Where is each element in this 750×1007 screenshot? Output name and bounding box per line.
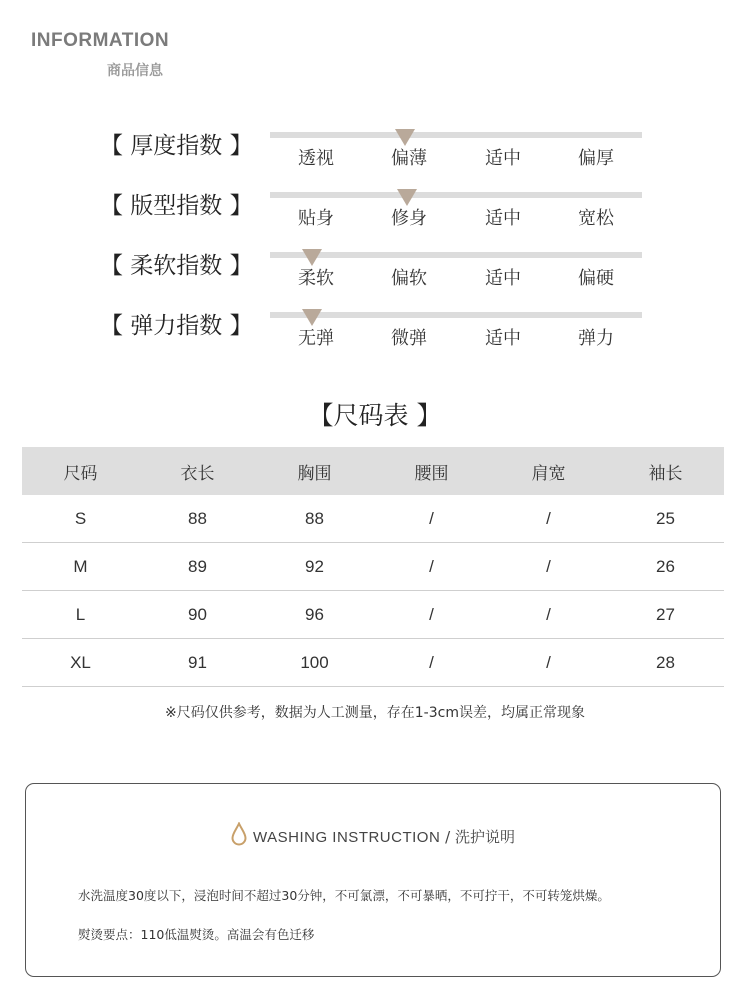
index-option: 适中	[485, 208, 521, 229]
table-cell: /	[490, 495, 607, 543]
size-table-header-cell: 腰围	[373, 447, 490, 495]
table-row	[22, 543, 724, 591]
index-row	[0, 307, 750, 367]
size-table-header-cell: 袖长	[607, 447, 724, 495]
table-cell: /	[490, 591, 607, 639]
index-option: 弹力	[578, 328, 614, 349]
table-cell: 100	[256, 639, 373, 687]
table-cell: 28	[607, 639, 724, 687]
water-drop-icon	[231, 822, 247, 846]
index-label: 【 版型指数 】	[100, 193, 253, 219]
table-cell: S	[22, 495, 139, 543]
index-option: 宽松	[578, 208, 614, 229]
index-scale-bar	[270, 132, 642, 138]
size-table-header-cell: 肩宽	[490, 447, 607, 495]
size-table	[22, 447, 724, 687]
index-option: 偏硬	[578, 268, 614, 289]
size-table-header-cell: 胸围	[256, 447, 373, 495]
index-option: 微弹	[391, 328, 427, 349]
header-title-en: INFORMATION	[31, 30, 170, 51]
table-cell: 91	[139, 639, 256, 687]
header-title-cn: 商品信息	[107, 63, 163, 79]
table-cell: /	[373, 591, 490, 639]
index-option: 适中	[485, 148, 521, 169]
index-label: 【 弹力指数 】	[100, 313, 253, 339]
index-label: 【 厚度指数 】	[100, 133, 253, 159]
size-table-header-cell: 尺码	[22, 447, 139, 495]
table-cell: /	[490, 639, 607, 687]
index-option: 无弹	[298, 328, 334, 349]
table-cell: /	[490, 543, 607, 591]
table-cell: 89	[139, 543, 256, 591]
index-scale-bar	[270, 312, 642, 318]
index-scale-bar	[270, 252, 642, 258]
index-option: 适中	[485, 268, 521, 289]
table-cell: 26	[607, 543, 724, 591]
index-scale-bar	[270, 192, 642, 198]
table-cell: 90	[139, 591, 256, 639]
table-cell: /	[373, 495, 490, 543]
table-cell: M	[22, 543, 139, 591]
index-row	[0, 127, 750, 187]
table-cell: 88	[139, 495, 256, 543]
index-option: 贴身	[298, 208, 334, 229]
index-row	[0, 247, 750, 307]
table-row	[22, 495, 724, 543]
size-table-header-cell: 衣长	[139, 447, 256, 495]
index-option: 偏厚	[578, 148, 614, 169]
table-row	[22, 591, 724, 639]
table-cell: XL	[22, 639, 139, 687]
table-cell: 88	[256, 495, 373, 543]
washing-title-en: WASHING INSTRUCTION	[253, 829, 441, 846]
table-cell: /	[373, 543, 490, 591]
table-cell: L	[22, 591, 139, 639]
washing-title-cn: 洗护说明	[454, 828, 515, 846]
size-note: ※尺码仅供参考，数据为人工测量，存在1-3cm误差，均属正常现象	[165, 705, 585, 721]
index-option: 透视	[298, 148, 334, 169]
index-option: 适中	[485, 328, 521, 349]
washing-instruction-box	[25, 783, 721, 977]
washing-title	[26, 822, 720, 847]
washing-title-separator: /	[445, 828, 451, 846]
table-row	[22, 639, 724, 687]
table-cell: 92	[256, 543, 373, 591]
washing-text-line-2: 熨烫要点：110低温熨烫。高温会有色迁移	[78, 927, 315, 942]
index-option: 柔软	[298, 268, 334, 289]
index-label: 【 柔软指数 】	[100, 253, 253, 279]
table-cell: 96	[256, 591, 373, 639]
index-option: 偏薄	[391, 148, 427, 169]
index-option: 偏软	[391, 268, 427, 289]
index-row	[0, 187, 750, 247]
table-cell: 25	[607, 495, 724, 543]
table-cell: /	[373, 639, 490, 687]
size-table-header-row	[22, 447, 724, 495]
table-cell: 27	[607, 591, 724, 639]
size-table-title: 【尺码表 】	[308, 401, 442, 430]
washing-text-line-1: 水洗温度30度以下，浸泡时间不超过30分钟，不可氯漂，不可暴晒，不可拧干，不可转笼烘燥。	[78, 888, 610, 903]
index-option: 修身	[391, 208, 427, 229]
